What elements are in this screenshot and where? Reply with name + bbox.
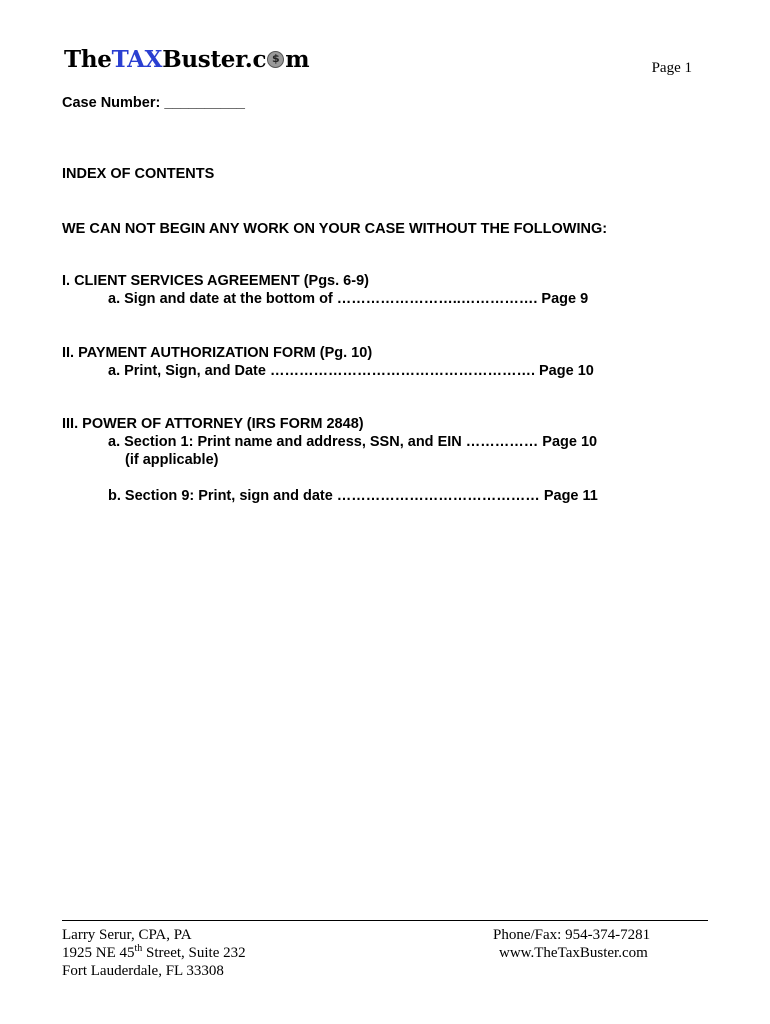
- logo-text-the: The: [64, 46, 112, 73]
- footer-name: Larry Serur, CPA, PA: [62, 927, 192, 943]
- item-note: (if applicable): [125, 452, 219, 468]
- section-heading: I. CLIENT SERVICES AGREEMENT (Pgs. 6-9): [62, 273, 369, 289]
- list-item: [108, 487, 598, 505]
- address-ordinal: th: [134, 943, 143, 954]
- item-text: a. Print, Sign, and Date ……………………………………………….: [108, 363, 535, 379]
- footer-phone: Phone/Fax: 954-374-7281: [493, 927, 651, 943]
- footer-address: [62, 944, 246, 962]
- list-item: [108, 290, 588, 308]
- address-street: Street, Suite 232: [142, 945, 246, 961]
- footer-website[interactable]: www.TheTaxBuster.com: [499, 945, 648, 961]
- page-number: Page 1: [651, 60, 692, 76]
- item-text: a. Sign and date at the bottom of ……………………..…………….: [108, 291, 538, 307]
- list-item: [108, 433, 597, 451]
- company-logo: [64, 45, 309, 75]
- item-page: Page 10: [539, 363, 594, 379]
- list-item: [108, 362, 594, 380]
- logo-text-m: m: [285, 46, 310, 73]
- requirements-notice: WE CAN NOT BEGIN ANY WORK ON YOUR CASE WITHOUT THE FOLLOWING:: [62, 221, 608, 237]
- item-page: Page 11: [543, 488, 598, 504]
- item-page: Page 9: [541, 291, 589, 307]
- logo-text-buster: Buster.c: [162, 46, 267, 73]
- case-number-label: Case Number: __________: [62, 95, 245, 111]
- item-page: Page 10: [542, 434, 598, 450]
- footer-divider: [62, 920, 708, 921]
- coin-icon: [267, 51, 284, 68]
- footer-city: Fort Lauderdale, FL 33308: [62, 963, 224, 979]
- section-heading: II. PAYMENT AUTHORIZATION FORM (Pg. 10): [62, 345, 373, 361]
- section-heading: III. POWER OF ATTORNEY (IRS FORM 2848): [62, 416, 364, 432]
- address-street-number: 1925 NE 45: [62, 945, 135, 961]
- item-text: a. Section 1: Print name and address, SSN, and EIN ……………: [108, 434, 539, 450]
- item-text: b. Section 9: Print, sign and date ……………………………………: [108, 488, 540, 504]
- index-title: INDEX OF CONTENTS: [62, 166, 215, 182]
- logo-text-tax: TAX: [111, 46, 163, 73]
